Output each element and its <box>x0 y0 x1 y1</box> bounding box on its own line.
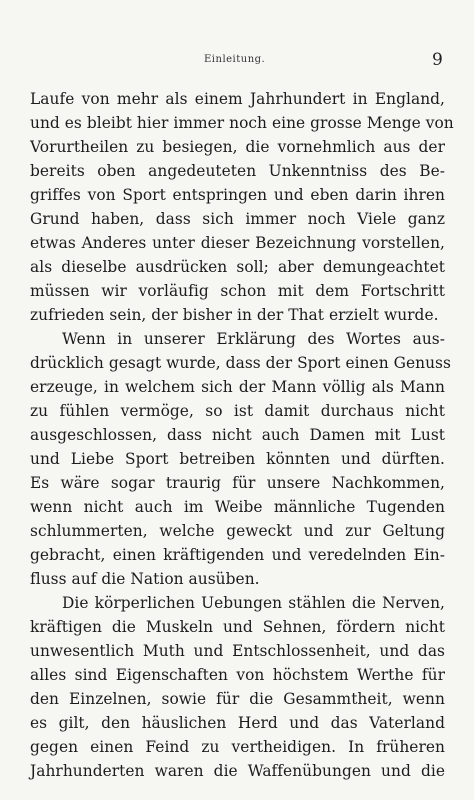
paragraph-first-line: Wenn in unserer Erklärung des Wortes aus- <box>62 330 445 348</box>
text-line: erzeuge, in welchem sich der Mann völlig als Mann <box>30 378 445 396</box>
text-line: müssen wir vorläufig schon mit dem Fortschritt <box>30 282 445 300</box>
text-line: gebracht, einen kräftigenden und veredelnden Ein- <box>30 546 445 564</box>
text-line: unwesentlich Muth und Entschlossenheit, und das <box>30 642 445 660</box>
text-line: fluss auf die Nation ausüben. <box>30 570 260 588</box>
text-line: wenn nicht auch im Weibe männliche Tugenden <box>30 498 445 516</box>
text-line: es gilt, den häuslichen Herd und das Vaterland <box>30 714 445 732</box>
text-line: und es bleibt hier immer noch eine grosse Menge von <box>30 114 454 132</box>
text-line: alles sind Eigenschaften von höchstem Werthe für <box>30 666 445 684</box>
text-line: als dieselbe ausdrücken soll; aber demungeachtet <box>30 258 445 276</box>
text-line: Grund haben, dass sich immer noch Viele ganz <box>30 210 445 228</box>
page-number: 9 <box>432 50 443 70</box>
text-line: gegen einen Feind zu vertheidigen. In früheren <box>30 738 445 756</box>
text-line: drücklich gesagt wurde, dass der Sport einen Genuss <box>30 354 451 372</box>
text-line: zufrieden sein, der bisher in der That erzielt wurde. <box>30 306 439 324</box>
running-title: Einleitung. <box>204 54 266 65</box>
text-line: Laufe von mehr als einem Jahrhundert in England, <box>30 90 445 108</box>
text-line: Jahrhunderten waren die Waffenübungen und die <box>30 762 445 780</box>
running-head <box>0 50 474 74</box>
text-line: Vorurtheilen zu besiegen, die vornehmlich aus der <box>30 138 445 156</box>
text-line: und Liebe Sport betreiben könnten und dürften. <box>30 450 445 468</box>
text-line: bereits oben angedeuteten Unkenntniss des Be- <box>30 162 445 180</box>
text-line: zu fühlen vermöge, so ist damit durchaus nicht <box>30 402 445 420</box>
text-line: ausgeschlossen, dass nicht auch Damen mit Lust <box>30 426 445 444</box>
paragraph-first-line: Die körperlichen Uebungen stählen die Nerven, <box>62 594 445 612</box>
text-line: griffes von Sport entspringen und eben darin ihren <box>30 186 445 204</box>
text-line: den Einzelnen, sowie für die Gesammtheit, wenn <box>30 690 445 708</box>
text-line: etwas Anderes unter dieser Bezeichnung vorstellen, <box>30 234 445 252</box>
text-line: Es wäre sogar traurig für unsere Nachkommen, <box>30 474 445 492</box>
text-line: schlummerten, welche geweckt und zur Geltung <box>30 522 445 540</box>
text-line: kräftigen die Muskeln und Sehnen, fördern nicht <box>30 618 445 636</box>
